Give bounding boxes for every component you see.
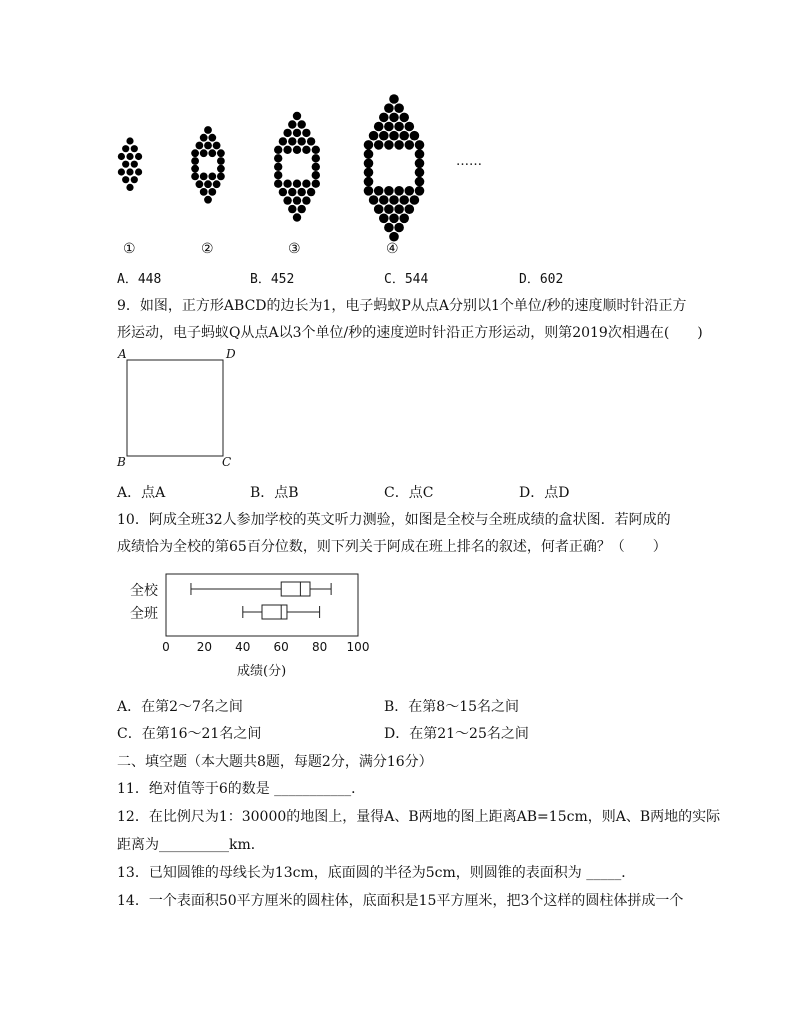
q10-option-d: D．在第21～25名之间	[384, 726, 529, 742]
q8-option-a: A．448	[117, 272, 162, 287]
vertex-b-label: B	[117, 455, 126, 469]
q8-option-d: D．602	[519, 272, 564, 287]
figure-label-3: ③	[288, 241, 301, 257]
boxplot-row-label-school: 全校	[130, 583, 158, 599]
figure-label-2: ②	[201, 241, 214, 257]
q9-option-a: A．点A	[117, 485, 166, 501]
q12-text-line1: 12．在比例尺为1：30000的地图上，量得A、B两地的图上距离AB=15cm，则A、B两地的实际	[117, 809, 721, 825]
x-tick-label-0: 0	[162, 640, 170, 654]
vertex-c-label: C	[222, 455, 232, 469]
figure-label-1: ①	[123, 241, 136, 257]
boxplot-row-label-class: 全班	[130, 606, 158, 622]
x-tick-label-80: 80	[311, 640, 328, 654]
section2-heading: 二、填空题（本大题共8题，每题2分，满分16分）	[117, 754, 433, 770]
box-school	[281, 582, 310, 596]
x-tick-label-100: 100	[346, 640, 370, 654]
q10-option-b: B．在第8～15名之间	[384, 699, 520, 715]
figure-ellipsis: ……	[456, 154, 482, 169]
figure-label-4: ④	[386, 241, 399, 257]
q9-option-b: B．点B	[250, 485, 299, 501]
vertex-d-label: D	[226, 347, 236, 361]
x-tick-label-60: 60	[273, 640, 289, 654]
q9-option-c: C．点C	[384, 485, 434, 501]
x-tick-label-20: 20	[196, 640, 213, 654]
q8-option-b: B．452	[250, 272, 295, 287]
x-tick-label-40: 40	[235, 640, 251, 654]
q11-text: 11．绝对值等于6的数是 ___________．	[117, 781, 366, 797]
q9-text-line1: 9．如图，正方形ABCD的边长为1，电子蚂蚁P从点A分别以1个单位/秒的速度顺时针沿正方	[117, 298, 687, 314]
q13-text: 13．已知圆锥的母线长为13cm，底面圆的半径为5cm，则圆锥的表面积为 _____．	[117, 865, 636, 881]
q10-option-c: C．在第16～21名之间	[117, 726, 262, 742]
q10-text-line1: 10．阿成全班32人参加学校的英文听力测验，如图是全校与全班成绩的盒状图．若阿成的	[117, 512, 671, 528]
box-class	[262, 605, 287, 619]
q14-text: 14．一个表面积50平方厘米的圆柱体，底面积是15平方厘米，把3个这样的圆柱体拼成一个	[117, 893, 684, 909]
q9-option-d: D．点D	[519, 485, 570, 501]
q12-text-line2: 距离为__________km．	[117, 837, 265, 853]
vertex-a-label: A	[118, 347, 127, 361]
q10-text-line2: 成绩恰为全校的第65百分位数，则下列关于阿成在班上排名的叙述，何者正确？（ ）	[117, 539, 667, 555]
q9-text-line2: 形运动，电子蚂蚁Q从点A以3个单位/秒的速度逆时针沿正方形运动，则第2019次相遇在( )	[117, 325, 703, 341]
q10-option-a: A．在第2～7名之间	[117, 699, 243, 715]
boxplot-xlabel: 成绩(分)	[237, 664, 287, 679]
q8-option-c: C．544	[384, 272, 429, 287]
